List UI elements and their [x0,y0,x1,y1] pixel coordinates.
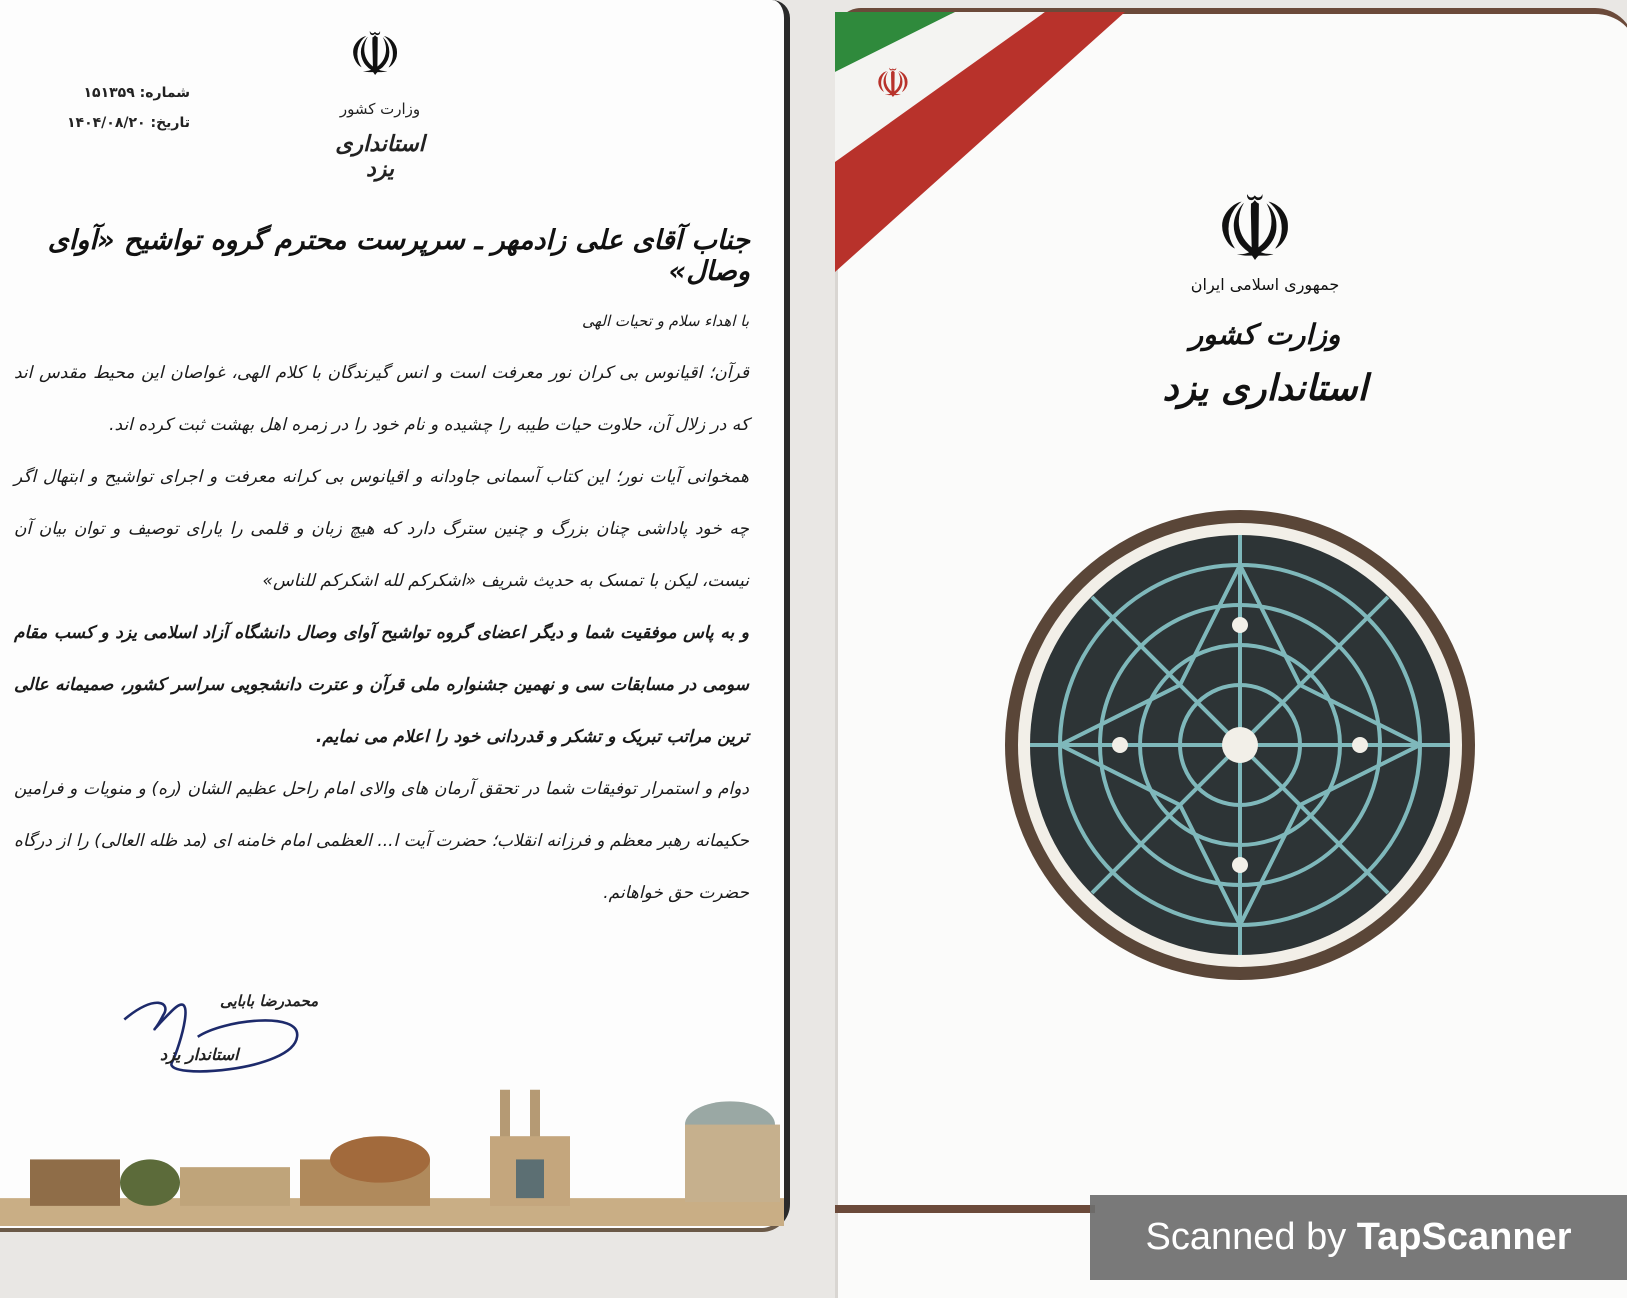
scanner-watermark [1090,1195,1627,1280]
ministry-name: وزارت کشور [1189,318,1341,351]
ministry-name: وزارت کشور [339,100,421,118]
date-label: تاریخ: [150,115,190,131]
paragraph: و به پاس موفقیت شما و دیگر اعضای گروه تواشیح آوای وصال دانشگاه آزاد اسلامی یزد و کسب مقام سومی در مسابقات سی و نهمین جشنواره ملی قرآن و عترت دانشجویی سراسر کشور، صمیمانه عالی ترین مراتب تبریک و تشکر و قدردانی خود را اعلام می نمایم. [14,623,749,747]
signatory-name: محمدرضا بابایی [220,992,319,1010]
governorate-name: استانداری یزد [1162,368,1368,409]
reference-block [60,78,190,138]
yazd-skyline-illustration [0,1082,784,1226]
iran-flag-corner [835,12,1125,272]
addressee: جناب آقای علی زادمهر ـ سرپرست محترم گروه تواشیح «آوای وصال» [47,225,750,287]
signatory-title: استاندار یزد [160,1045,239,1064]
iran-emblem-icon: ☫ [1214,177,1296,282]
ref-number: ۱۵۱۳۵۹ [83,85,135,101]
date: ۱۴۰۴/۰۸/۲۰ [67,115,146,131]
svg-text:☫: ☫ [875,61,911,107]
governorate-name: استانداری یزد [335,132,425,182]
ref-number-label: شماره: [139,85,190,101]
watermark-brand: TapScanner [1356,1216,1572,1258]
greeting: با اهداء سلام و تحیات الهی [581,312,749,330]
letter-body [14,295,749,919]
iran-emblem-icon: ☫ [348,20,402,90]
certificate-letter-page [0,0,790,1232]
paragraph: قرآن؛ اقیانوس بی کران نور معرفت است و انس گیرندگان با کلام الهی، غواصان این محیط مقدس اند که در زلال آن، حلاوت حیات طیبه را چشیده و نام خود را در زمره اهل بهشت ثبت کرده اند. [14,363,749,435]
islamic-rosette-ornament [1000,505,1480,985]
cover-bottom-strip [835,1205,1095,1213]
republic-name: جمهوری اسلامی ایران [1190,275,1340,294]
paragraph: دوام و استمرار توفیقات شما در تحقق آرمان های والای امام راحل عظیم الشان (ره) و منویات و فرامین حکیمانه رهبر معظم و فرزانه انقلاب؛ حضرت آیت ا... العظمی امام خامنه ای (مد ظله العالی) را از درگاه حضرت حق خواهانم. [14,779,749,903]
paragraph: همخوانی آیات نور؛ این کتاب آسمانی جاودانه و اقیانوس بی کرانه معرفت و اجرای تواشیح و ابتهال اگر چه خود پاداشی چنان بزرگ و چنین سترگ دارد که هیچ زبان و قلمی را یارای توصیف و توان بیان آن نیست، لیکن با تمسک به حدیث شریف «اشکرکم لله اشکرکم للناس» [14,467,749,591]
watermark-prefix: Scanned by [1145,1216,1357,1258]
